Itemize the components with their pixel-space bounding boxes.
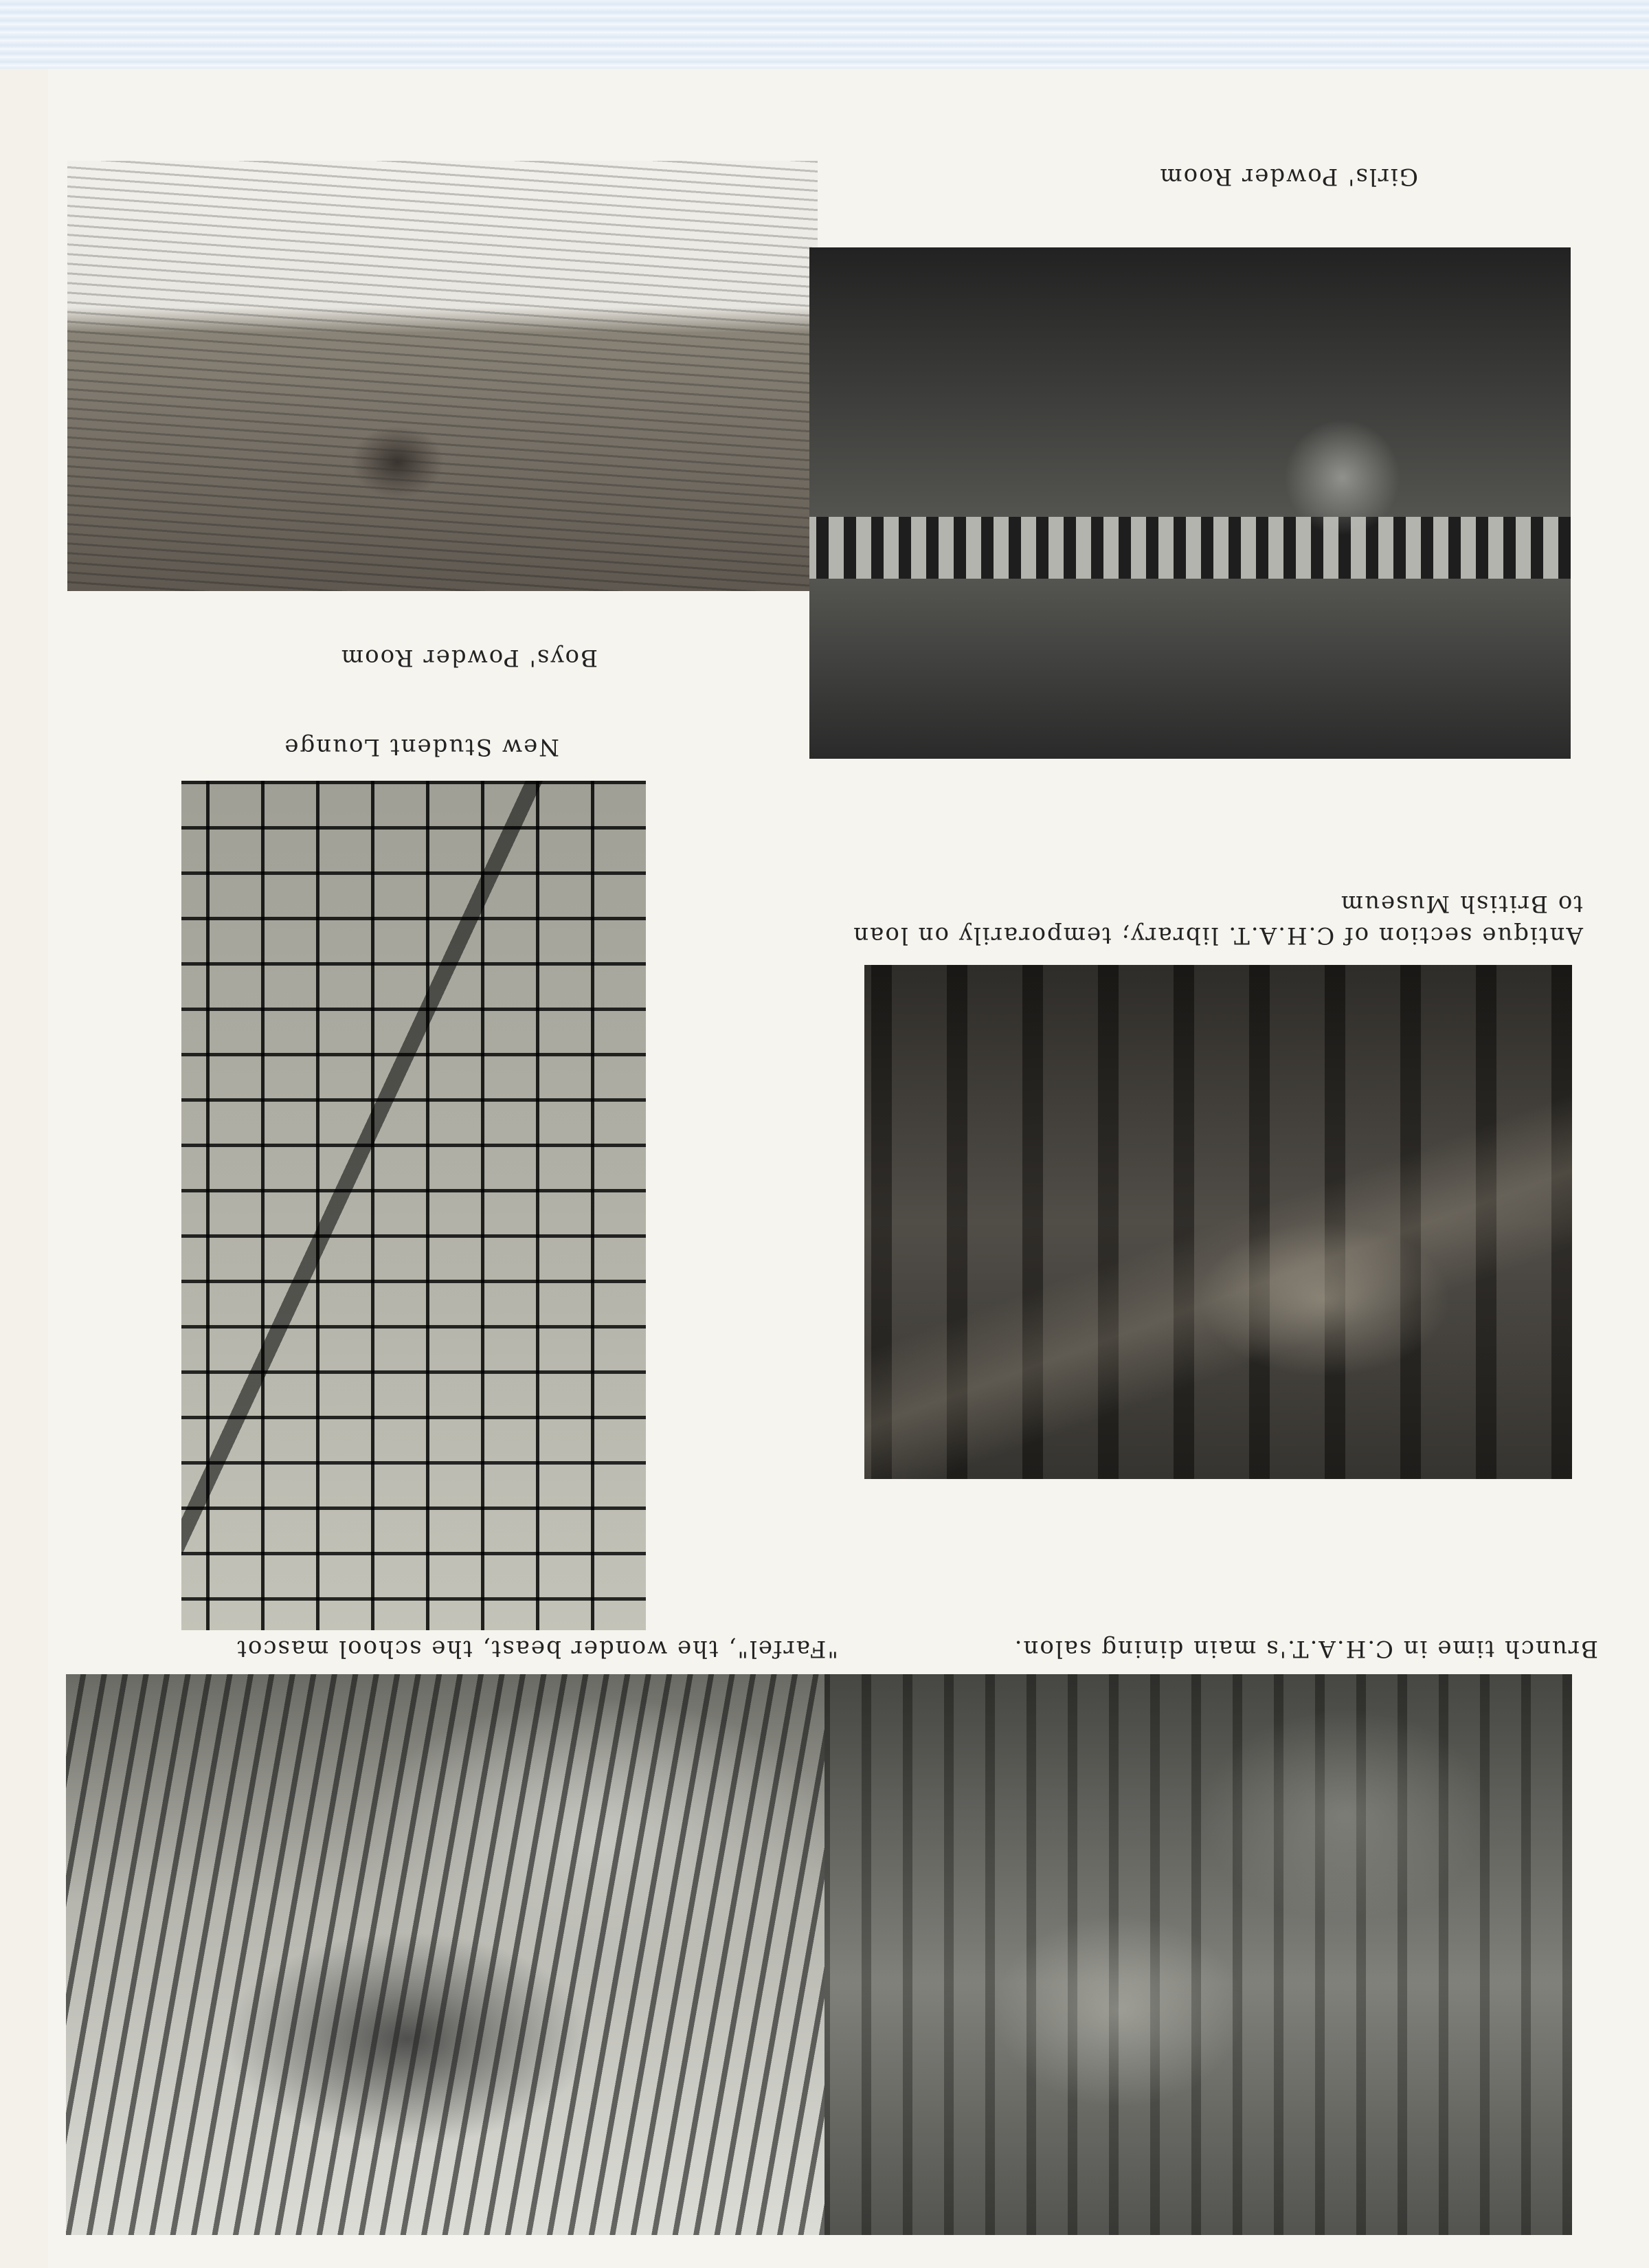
caption-brunch: Brunch time in C.H.A.T.'s main dining salon. [1013,1635,1598,1663]
photo-new-student-lounge [181,781,646,1630]
caption-lounge: New Student Lounge [283,733,559,761]
photo-boys-powder-room [67,161,818,591]
caption-girls: Girls' Powder Room [1158,163,1418,190]
caption-boys: Boys' Powder Room [339,644,598,671]
caption-farfel: "Farfel", the wonder beast, the school mascot [236,1635,838,1663]
caption-library: Antique section of C.H.A.T. library; temporarily on loan to British Museum [852,890,1583,949]
photo-antique-library [864,965,1572,1479]
photo-brunch [816,1674,1572,2235]
photo-farfel-mascot [66,1674,824,2235]
photo-girls-powder-room [809,247,1571,759]
